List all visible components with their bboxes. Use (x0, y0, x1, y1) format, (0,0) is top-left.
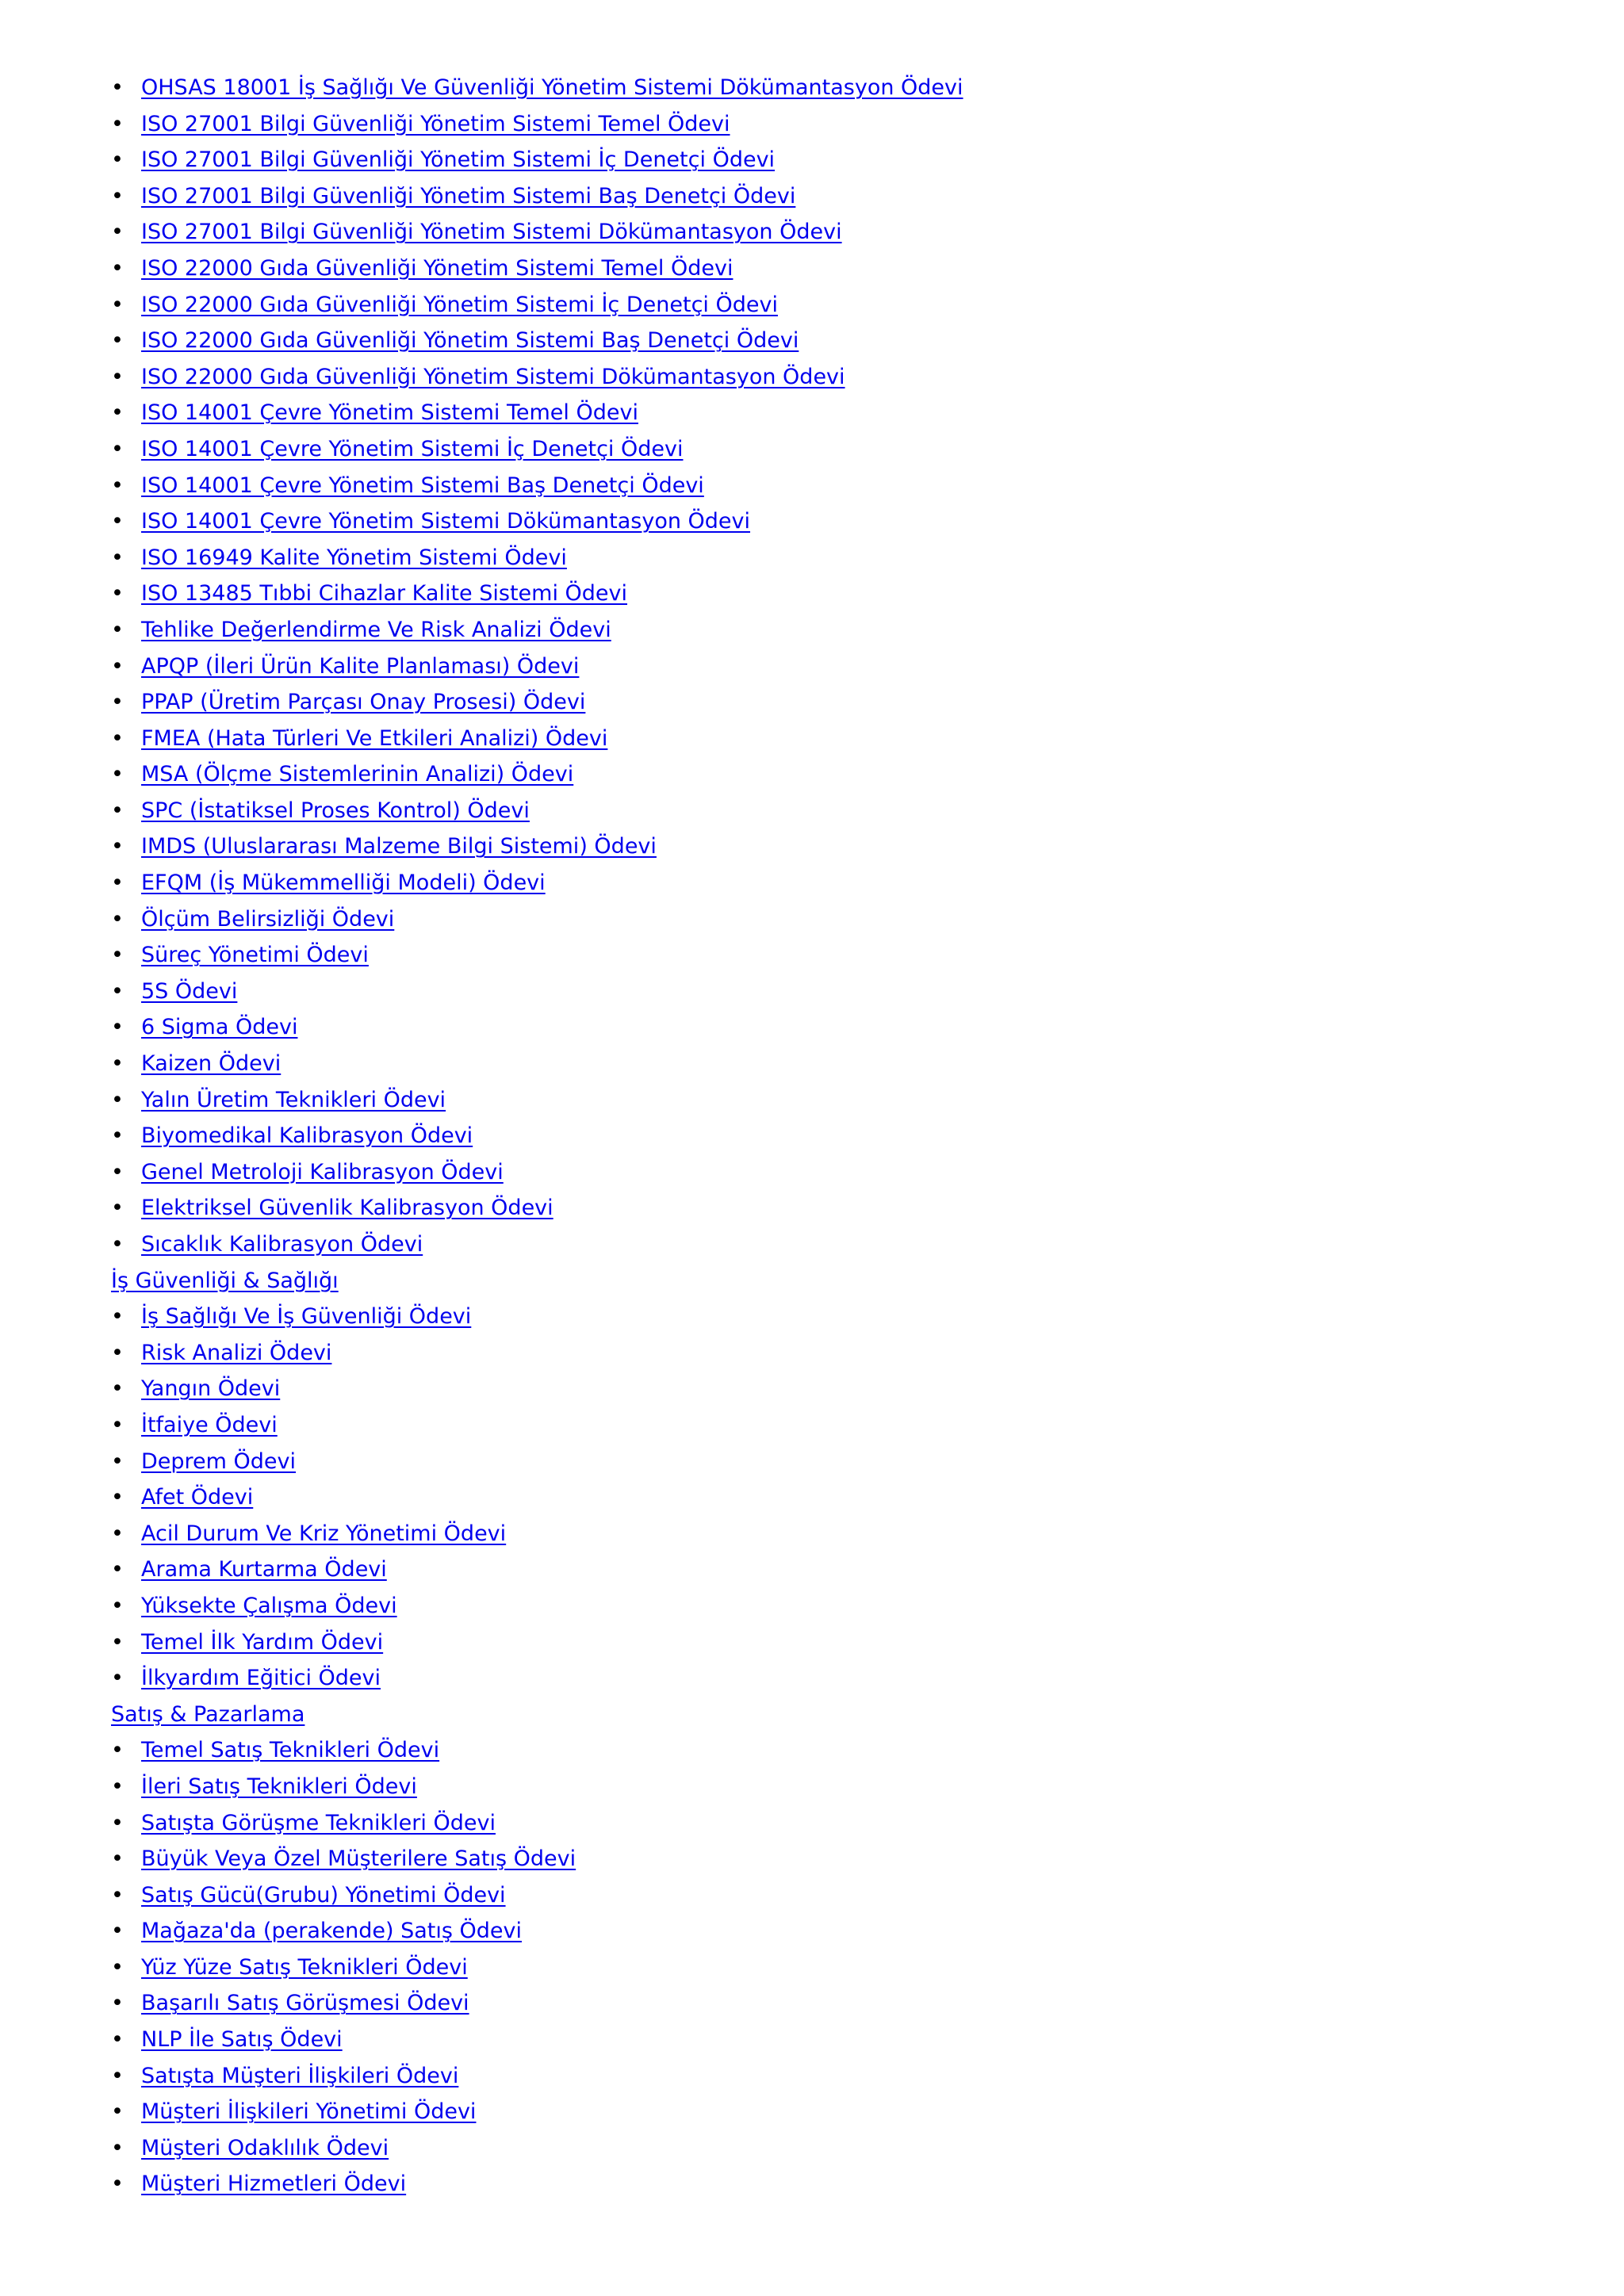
bullet-icon: • (111, 1629, 124, 1655)
list-item-link[interactable]: Temel Satış Teknikleri Ödevi (141, 1738, 440, 1763)
list-item-link[interactable]: IMDS (Uluslararası Malzeme Bilgi Sistemi) Ödevi (141, 834, 657, 859)
list-item (111, 1082, 1538, 1119)
list-item (111, 576, 1538, 612)
list-item (111, 1226, 1538, 1263)
bullet-icon: • (111, 690, 124, 715)
list-item-link[interactable]: Acil Durum Ve Kriz Yönetimi Ödevi (141, 1521, 507, 1546)
bullet-icon: • (111, 1919, 124, 1944)
list-item (111, 431, 1538, 468)
list-item-link[interactable]: Satışta Müşteri İlişkileri Ödevi (141, 2063, 459, 2088)
list-item (111, 1660, 1538, 1697)
list-item (111, 1769, 1538, 1805)
list-item (111, 1046, 1538, 1082)
bullet-icon: • (111, 2027, 124, 2053)
list-item-link[interactable]: MSA (Ölçme Sistemlerinin Analizi) Ödevi (141, 762, 574, 787)
list-item (111, 1371, 1538, 1407)
list-item (111, 1479, 1538, 1516)
list-item-link[interactable]: Müşteri Hizmetleri Ödevi (141, 2172, 407, 2197)
list-item-link[interactable]: Elektriksel Güvenlik Kalibrasyon Ödevi (141, 1196, 553, 1221)
list-item (111, 395, 1538, 431)
list-item (111, 1154, 1538, 1191)
bullet-icon: • (111, 2063, 124, 2088)
bullet-icon: • (111, 1015, 124, 1040)
bullet-icon: • (111, 1485, 124, 1510)
list-item-link[interactable]: ISO 14001 Çevre Yönetim Sistemi Temel Ödevi (141, 400, 638, 426)
bullet-icon: • (111, 1087, 124, 1112)
bullet-icon: • (111, 1376, 124, 1402)
list-item-link[interactable]: OHSAS 18001 İş Sağlığı Ve Güvenliği Yönetim Sistemi Dökümantasyon Ödevi (141, 75, 963, 100)
list-item (111, 1552, 1538, 1588)
list-item-link[interactable]: APQP (İleri Ürün Kalite Planlaması) Ödevi (141, 653, 580, 679)
list-item (111, 793, 1538, 829)
list-item-link[interactable]: Müşteri İlişkileri Yönetimi Ödevi (141, 2099, 477, 2125)
list-item-link[interactable]: Deprem Ödevi (141, 1448, 297, 1474)
bullet-icon: • (111, 581, 124, 607)
list-item-link[interactable]: Satış Gücü(Grubu) Yönetimi Ödevi (141, 1882, 506, 1908)
list-item-link[interactable]: ISO 27001 Bilgi Güvenliği Yönetim Sistemi İç Denetçi Ödevi (141, 147, 776, 173)
bullet-icon: • (111, 653, 124, 679)
list-item-link[interactable]: Yangın Ödevi (141, 1376, 281, 1402)
list-item (111, 1444, 1538, 1480)
bullet-icon: • (111, 1123, 124, 1149)
list-item (111, 1516, 1538, 1552)
list-item (111, 1118, 1538, 1154)
bullet-icon: • (111, 762, 124, 787)
bullet-icon: • (111, 978, 124, 1004)
bullet-icon: • (111, 1738, 124, 1763)
list-item (111, 1299, 1538, 1335)
list-item-link[interactable]: ISO 22000 Gıda Güvenliği Yönetim Sistemi Baş Denetçi Ödevi (141, 328, 799, 354)
list-item (111, 2022, 1538, 2058)
bullet-icon: • (111, 473, 124, 498)
list-item (111, 468, 1538, 504)
list-item-link[interactable]: ISO 27001 Bilgi Güvenliği Yönetim Sistemi Dökümantasyon Ödevi (141, 220, 842, 245)
bullet-icon: • (111, 1051, 124, 1077)
bullet-icon: • (111, 364, 124, 389)
list-item-link[interactable]: 5S Ödevi (141, 978, 238, 1004)
list-item-link[interactable]: ISO 13485 Tıbbi Cihazlar Kalite Sistemi Ödevi (141, 581, 628, 607)
bullet-icon: • (111, 2172, 124, 2197)
list-item (111, 503, 1538, 540)
bullet-icon: • (111, 1846, 124, 1872)
list-item-link[interactable]: ISO 14001 Çevre Yönetim Sistemi İç Denetçi Ödevi (141, 436, 684, 461)
list-item-link[interactable]: Arama Kurtarma Ödevi (141, 1557, 387, 1582)
list-item-link[interactable]: İlkyardım Eğitici Ödevi (141, 1666, 381, 1691)
bullet-icon: • (111, 906, 124, 932)
list-item (111, 1950, 1538, 1986)
list-item (111, 323, 1538, 359)
list-item-link[interactable]: ISO 14001 Çevre Yönetim Sistemi Baş Denetçi Ödevi (141, 473, 704, 498)
bullet-icon: • (111, 617, 124, 642)
list-item (111, 865, 1538, 901)
bullet-icon: • (111, 1304, 124, 1330)
bullet-icon: • (111, 943, 124, 968)
list-item-link[interactable]: Yalın Üretim Teknikleri Ödevi (141, 1087, 446, 1112)
bullet-icon: • (111, 255, 124, 281)
list-item (111, 178, 1538, 215)
list-item (111, 2166, 1538, 2202)
bullet-icon: • (111, 1557, 124, 1582)
list-item (111, 721, 1538, 757)
list-item-link[interactable]: İtfaiye Ödevi (141, 1412, 278, 1437)
list-item (111, 684, 1538, 721)
bullet-icon: • (111, 183, 124, 209)
list-item (111, 649, 1538, 685)
list-item-link[interactable]: Afet Ödevi (141, 1485, 254, 1510)
list-item-link[interactable]: ISO 14001 Çevre Yönetim Sistemi Dökümantasyon Ödevi (141, 509, 751, 534)
list-item-link[interactable]: ISO 22000 Gıda Güvenliği Yönetim Sistemi Dökümantasyon Ödevi (141, 364, 845, 389)
bullet-icon: • (111, 147, 124, 173)
bullet-icon: • (111, 400, 124, 426)
list-item (111, 359, 1538, 396)
bullet-icon: • (111, 834, 124, 859)
bullet-icon: • (111, 509, 124, 534)
bullet-icon: • (111, 725, 124, 751)
list-item (111, 756, 1538, 793)
list-item-link[interactable]: 6 Sigma Ödevi (141, 1015, 298, 1040)
list-item-link[interactable]: EFQM (İş Mükemmelliği Modeli) Ödevi (141, 871, 546, 896)
list-item (111, 1913, 1538, 1950)
list-item (111, 1335, 1538, 1372)
list-item (111, 1841, 1538, 1877)
list-item-link[interactable]: ISO 16949 Kalite Yönetim Sistemi Ödevi (141, 545, 567, 570)
bullet-icon: • (111, 111, 124, 136)
list-item (111, 70, 1538, 106)
bullet-icon: • (111, 871, 124, 896)
bullet-icon: • (111, 436, 124, 461)
list-item-link[interactable]: PPAP (Üretim Parçası Onay Prosesi) Ödevi (141, 690, 586, 715)
bullet-icon: • (111, 1666, 124, 1691)
list-item-link[interactable]: FMEA (Hata Türleri Ve Etkileri Analizi) Ödevi (141, 725, 608, 751)
list-item (111, 251, 1538, 287)
bullet-icon: • (111, 1521, 124, 1546)
bullet-icon: • (111, 1196, 124, 1221)
list-item-link[interactable]: Satışta Görüşme Teknikleri Ödevi (141, 1810, 496, 1835)
list-item-link[interactable]: NLP İle Satış Ödevi (141, 2027, 343, 2053)
list-item (111, 2094, 1538, 2130)
list-item (111, 1624, 1538, 1661)
bullet-icon: • (111, 75, 124, 100)
list-item (111, 2130, 1538, 2167)
section-heading (111, 1697, 1538, 1733)
list-item-link[interactable]: ISO 27001 Bilgi Güvenliği Yönetim Sistemi Temel Ödevi (141, 111, 730, 136)
bullet-icon: • (111, 2099, 124, 2125)
list-item-link[interactable]: Temel İlk Yardım Ödevi (141, 1629, 384, 1655)
list-item-link[interactable]: Büyük Veya Özel Müşterilere Satış Ödevi (141, 1846, 576, 1872)
bullet-icon: • (111, 1954, 124, 1980)
list-item (111, 1588, 1538, 1624)
link-list (111, 70, 1538, 2202)
list-item (111, 2058, 1538, 2095)
list-item (111, 1407, 1538, 1444)
bullet-icon: • (111, 1882, 124, 1908)
list-item-link[interactable]: Risk Analizi Ödevi (141, 1340, 332, 1365)
list-item-link[interactable]: Yüz Yüze Satış Teknikleri Ödevi (141, 1954, 468, 1980)
section-heading-link[interactable]: Satış & Pazarlama (111, 1701, 305, 1727)
bullet-icon: • (111, 292, 124, 317)
list-item (111, 142, 1538, 178)
list-item-link[interactable]: Başarılı Satış Görüşmesi Ödevi (141, 1991, 469, 2016)
list-item-link[interactable]: Sıcaklık Kalibrasyon Ödevi (141, 1232, 423, 1257)
list-item-link[interactable]: Kaizen Ödevi (141, 1051, 282, 1077)
bullet-icon: • (111, 798, 124, 823)
list-item-link[interactable]: Ölçüm Belirsizliği Ödevi (141, 906, 395, 932)
list-item (111, 1190, 1538, 1226)
bullet-icon: • (111, 1810, 124, 1835)
section-heading-link[interactable]: İş Güvenliği & Sağlığı (111, 1268, 339, 1293)
list-item (111, 612, 1538, 649)
list-item-link[interactable]: Mağaza'da (perakende) Satış Ödevi (141, 1919, 523, 1944)
bullet-icon: • (111, 1593, 124, 1618)
bullet-icon: • (111, 1412, 124, 1437)
list-item (111, 287, 1538, 323)
list-item-link[interactable]: Yüksekte Çalışma Ödevi (141, 1593, 397, 1618)
list-item (111, 1732, 1538, 1769)
list-item-link[interactable]: Tehlike Değerlendirme Ve Risk Analizi Ödevi (141, 617, 611, 642)
list-item-link[interactable]: Biyomedikal Kalibrasyon Ödevi (141, 1123, 473, 1149)
list-item (111, 214, 1538, 251)
bullet-icon: • (111, 1448, 124, 1474)
bullet-icon: • (111, 328, 124, 354)
list-item-link[interactable]: SPC (İstatiksel Proses Kontrol) Ödevi (141, 798, 530, 823)
list-item (111, 901, 1538, 938)
list-item (111, 1805, 1538, 1842)
bullet-icon: • (111, 1774, 124, 1799)
list-item-link[interactable]: ISO 22000 Gıda Güvenliği Yönetim Sistemi İç Denetçi Ödevi (141, 292, 778, 317)
bullet-icon: • (111, 1159, 124, 1184)
list-item-link[interactable]: Süreç Yönetimi Ödevi (141, 943, 369, 968)
section-heading (111, 1263, 1538, 1299)
bullet-icon: • (111, 220, 124, 245)
list-item (111, 1877, 1538, 1914)
list-item-link[interactable]: Genel Metroloji Kalibrasyon Ödevi (141, 1159, 504, 1184)
list-item (111, 1009, 1538, 1046)
bullet-icon: • (111, 2135, 124, 2160)
list-item (111, 937, 1538, 974)
list-item-link[interactable]: ISO 27001 Bilgi Güvenliği Yönetim Sistemi Baş Denetçi Ödevi (141, 183, 796, 209)
list-item-link[interactable]: ISO 22000 Gıda Güvenliği Yönetim Sistemi Temel Ödevi (141, 255, 733, 281)
list-item-link[interactable]: İleri Satış Teknikleri Ödevi (141, 1774, 417, 1799)
bullet-icon: • (111, 545, 124, 570)
list-item (111, 540, 1538, 576)
list-item (111, 974, 1538, 1010)
list-item-link[interactable]: İş Sağlığı Ve İş Güvenliği Ödevi (141, 1304, 472, 1330)
bullet-icon: • (111, 1991, 124, 2016)
bullet-icon: • (111, 1340, 124, 1365)
list-item (111, 1985, 1538, 2022)
list-item (111, 106, 1538, 143)
bullet-icon: • (111, 1232, 124, 1257)
list-item (111, 828, 1538, 865)
list-item-link[interactable]: Müşteri Odaklılık Ödevi (141, 2135, 389, 2160)
